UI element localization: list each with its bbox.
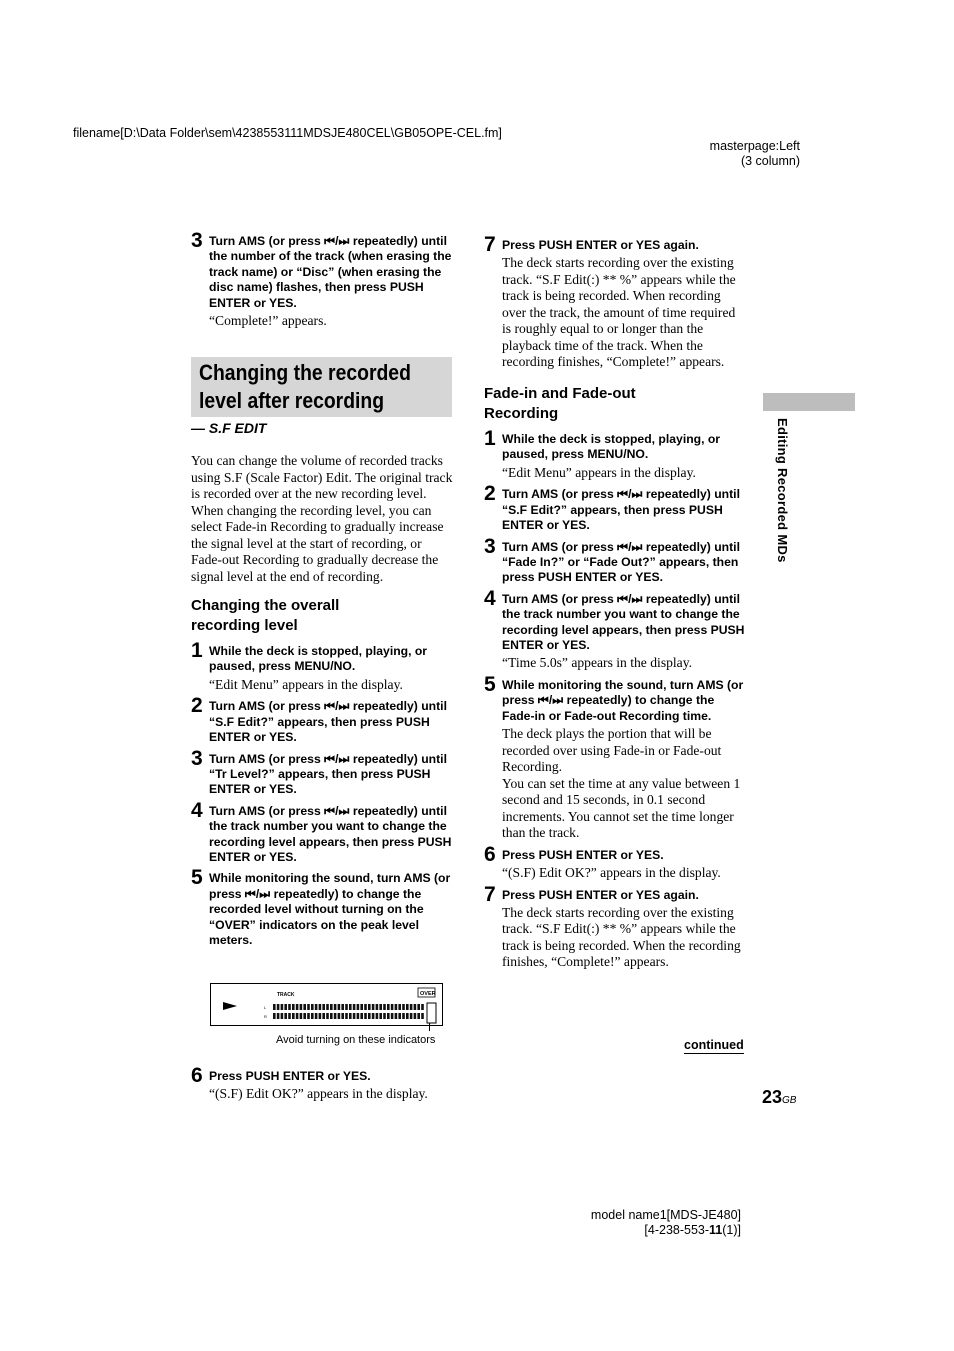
meter-segment [311,1004,314,1010]
right-step-7-top [484,233,746,371]
meter-segment [281,1013,284,1019]
meter-segment [353,1013,356,1019]
meter-segment [406,1004,409,1010]
step-instruction: Turn AMS (or press ⏮/⏭ repeatedly) until “S.F Edit?” appears, then press PUSH ENTER or YES. [502,487,740,533]
step-number: 2 [484,482,496,506]
meter-segment [311,1013,314,1019]
step-note: “Edit Menu” appears in the display. [502,464,696,480]
step-instruction: Turn AMS (or press ⏮/⏭ repeatedly) until the number of the track (when erasing the track name) or “Disc” (when erasing the disc name) flashes, then press PUSH ENTER or YES. [209,234,452,310]
section-subtitle: — S.F EDIT [191,420,267,436]
meter-segment [303,1004,306,1010]
meter-segment [322,1004,325,1010]
meter-segment [353,1004,356,1010]
right-step-6 [484,842,746,882]
meter-segment [357,1013,360,1019]
step-note: “(S.F) Edit OK?” appears in the display. [502,865,721,880]
meter-segment [368,1004,371,1010]
right-step-7 [484,882,746,971]
meter-segment [387,1004,390,1010]
step-note: The deck plays the portion that will be recorded over using Fade-in or Fade-out Recording. [502,726,722,775]
meter-segment [349,1004,352,1010]
meter-segment [303,1013,306,1019]
level-meter-right [273,1013,424,1019]
meter-segment [319,1013,322,1019]
step-instruction: While monitoring the sound, turn AMS (or press ⏮/⏭ repeatedly) to change the recorded level without turning on the “OVER” indicators on the peak level meters. [209,871,451,947]
step-instruction: Turn AMS (or press ⏮/⏭ repeatedly) until the track number you want to change the recording level appears, then press PUSH ENTER or YES. [502,591,745,652]
display-illustration [210,983,443,1026]
meter-segment [284,1004,287,1010]
step-instruction: Turn AMS (or press ⏮/⏭ repeatedly) until “Tr Level?” appears, then press PUSH ENTER or YES. [209,751,447,797]
meter-segment [330,1013,333,1019]
step-instruction: While the deck is stopped, playing, or paused, press MENU/NO. [209,644,428,674]
footer-part-number: [4-238-553- [644,1223,710,1237]
meter-segment [368,1013,371,1019]
meter-segment [414,1013,417,1019]
side-tab-bar [763,393,855,411]
step-number: 7 [484,882,496,906]
step-number: 3 [191,229,203,252]
left-step-4 [191,798,453,866]
meter-segment [334,1004,337,1010]
meter-segment [338,1013,341,1019]
meter-segment [288,1004,291,1010]
meter-segment [288,1013,291,1019]
footer-line-1: model name1[MDS-JE480] [590,1208,741,1222]
step-number: 2 [191,694,203,718]
page-number-value: 23 [762,1087,783,1107]
meter-segment [398,1013,401,1019]
step-note: “Complete!” appears. [209,313,327,329]
meter-segment [383,1013,386,1019]
step-instruction: While monitoring the sound, turn AMS (or press ⏮/⏭ repeatedly) to change the Fade-in or Fade-out Recording time. [502,677,744,723]
meter-segment [402,1004,405,1010]
meter-segment [402,1013,405,1019]
meter-segment [410,1004,413,1010]
meter-segment [292,1004,295,1010]
left-step-1 [191,639,453,693]
meter-segment [326,1004,329,1010]
intro-paragraph: You can change the volume of recorded tracks using S.F (Scale Factor) Edit. The original track is recorded over at the new recording level. When changing the recording level, you can select Fade-in Recording to gradually increase the signal level at the start of recording, or Fade-out Recording to gradually decrease the signal level at the end of recording. [191,453,453,584]
continued-label: continued [684,1038,744,1052]
step-instruction: Press PUSH ENTER or YES again. [502,238,699,252]
play-indicator-icon [223,1002,237,1010]
section-title-line-2: level after recording [199,388,385,413]
step-instruction: Turn AMS (or press ⏮/⏭ repeatedly) until “S.F Edit?” appears, then press PUSH ENTER or YES. [209,699,447,745]
right-step-1 [484,427,746,481]
meter-segment [395,1013,398,1019]
section-title-box [191,357,452,417]
page-number-suffix: GB [782,1095,797,1106]
footer-part-suffix: (1)] [722,1223,741,1237]
step-number: 5 [484,672,496,696]
step-number: 7 [484,233,496,256]
right-step-4 [484,586,746,672]
masterpage-header [710,139,800,169]
footer-model [591,1208,741,1238]
left-step-5 [191,866,453,948]
over-indicators-highlight [427,1003,436,1023]
section-title-line-1: Changing the recorded [199,360,411,385]
meter-segment [421,1013,424,1019]
meter-segment [300,1004,303,1010]
step-number: 6 [484,842,496,866]
meter-segment [326,1013,329,1019]
left-step-3 [191,746,453,798]
meter-segment [281,1004,284,1010]
meter-segment [360,1004,363,1010]
meter-segment [307,1013,310,1019]
step-instruction: While the deck is stopped, playing, or paused, press MENU/NO. [502,432,721,462]
meter-segment [341,1004,344,1010]
step-note: The deck starts recording over the existing track. “S.F Edit(:) ** %” appears while the track is being recorded. When the recording finishes, “Complete!” appears. [502,904,741,970]
left-step-6-container [191,1064,453,1103]
channel-left-label: L [264,1005,267,1010]
meter-segment [383,1004,386,1010]
meter-segment [376,1013,379,1019]
right-steps [484,427,746,971]
masterpage-line-1: masterpage:Left [709,139,800,153]
meter-segment [379,1013,382,1019]
step-note: “(S.F) Edit OK?” appears in the display. [209,1086,428,1102]
step-3-erase [191,229,453,330]
meter-segment [379,1004,382,1010]
meter-segment [296,1013,299,1019]
meter-segment [334,1013,337,1019]
track-label: TRACK [277,992,295,998]
step-number: 4 [191,798,203,822]
meter-segment [417,1013,420,1019]
meter-segment [277,1004,280,1010]
meter-segment [345,1004,348,1010]
step-note: “Time 5.0s” appears in the display. [502,655,693,671]
meter-segment [319,1004,322,1010]
meter-segment [364,1013,367,1019]
step-number: 1 [484,427,496,450]
footer-part-revision: 11 [709,1223,723,1237]
meter-segment [417,1004,420,1010]
meter-segment [341,1013,344,1019]
step-instruction: Turn AMS (or press ⏮/⏭ repeatedly) until “Fade In?” or “Fade Out?” appears, then press PUSH ENTER or YES. [502,539,740,585]
footer-line-2 [591,1223,741,1238]
step-note-2: You can set the time at any value between 1 second and 15 seconds, in 0.1 second increments. You cannot set the time longer than the track. [502,775,741,841]
meter-segment [406,1013,409,1019]
step-number: 1 [191,639,203,662]
over-label: OVER [420,991,436,997]
step-instruction: Turn AMS (or press ⏮/⏭ repeatedly) until the track number you want to change the recording level appears, then press PUSH ENTER or YES. [209,803,452,864]
subhead-fade: Fade-in and Fade-out Recording [484,385,636,422]
step-number: 4 [484,586,496,610]
meter-segment [273,1004,276,1010]
meter-segment [372,1013,375,1019]
meter-segment [345,1013,348,1019]
meter-segment [315,1013,318,1019]
left-column [191,229,453,330]
right-step-3 [484,534,746,586]
masterpage-line-2: (3 column) [740,154,800,168]
step-note: The deck starts recording over the existing track. “S.F Edit(:) ** %” appears while the track is being recorded. When recording over the track, the amount of time required is roughly equal to or longer than the playback time of the track. When the recording finishes, “Complete!” appears. [502,255,736,370]
meter-segment [284,1013,287,1019]
meter-segment [300,1013,303,1019]
right-step-7-top-container [484,233,746,371]
left-step-6 [191,1064,453,1103]
display-panel-graphic [211,984,442,1025]
meter-segment [296,1004,299,1010]
step-instruction: Press PUSH ENTER or YES. [209,1069,371,1083]
meter-segment [410,1013,413,1019]
right-step-5 [484,672,746,842]
step-number: 3 [484,534,496,558]
meter-segment [292,1013,295,1019]
display-caption: Avoid turning on these indicators [276,1034,436,1046]
meter-segment [398,1004,401,1010]
meter-segment [387,1013,390,1019]
meter-segment [277,1013,280,1019]
meter-segment [315,1004,318,1010]
meter-segment [391,1004,394,1010]
step-number: 3 [191,746,203,770]
meter-segment [364,1004,367,1010]
level-meter-left [273,1004,424,1010]
meter-segment [360,1013,363,1019]
callout-line [429,1023,430,1031]
meter-segment [372,1004,375,1010]
channel-right-label: R [264,1014,267,1019]
step-number: 6 [191,1064,203,1087]
step-number: 5 [191,866,203,890]
step-instruction: Press PUSH ENTER or YES again. [502,887,699,902]
left-step-2 [191,694,453,745]
left-steps [191,639,453,948]
meter-segment [414,1004,417,1010]
meter-segment [307,1004,310,1010]
meter-segment [273,1013,276,1019]
meter-segment [357,1004,360,1010]
side-tab-label: Editing Recorded MDs [775,418,790,563]
right-step-2 [484,482,746,533]
meter-segment [322,1013,325,1019]
meter-segment [376,1004,379,1010]
step-instruction: Press PUSH ENTER or YES. [502,847,664,862]
meter-segment [338,1004,341,1010]
step-note: “Edit Menu” appears in the display. [209,676,403,692]
filename-header: filename[D:\Data Folder\sem\4238553111MDSJE480CEL\GB05OPE-CEL.fm] [73,126,502,140]
page-number [762,1087,796,1108]
meter-segment [349,1013,352,1019]
meter-segment [421,1004,424,1010]
meter-segment [330,1004,333,1010]
subhead-overall-level: Changing the overall recording level [191,597,340,634]
meter-segment [391,1013,394,1019]
meter-segment [395,1004,398,1010]
